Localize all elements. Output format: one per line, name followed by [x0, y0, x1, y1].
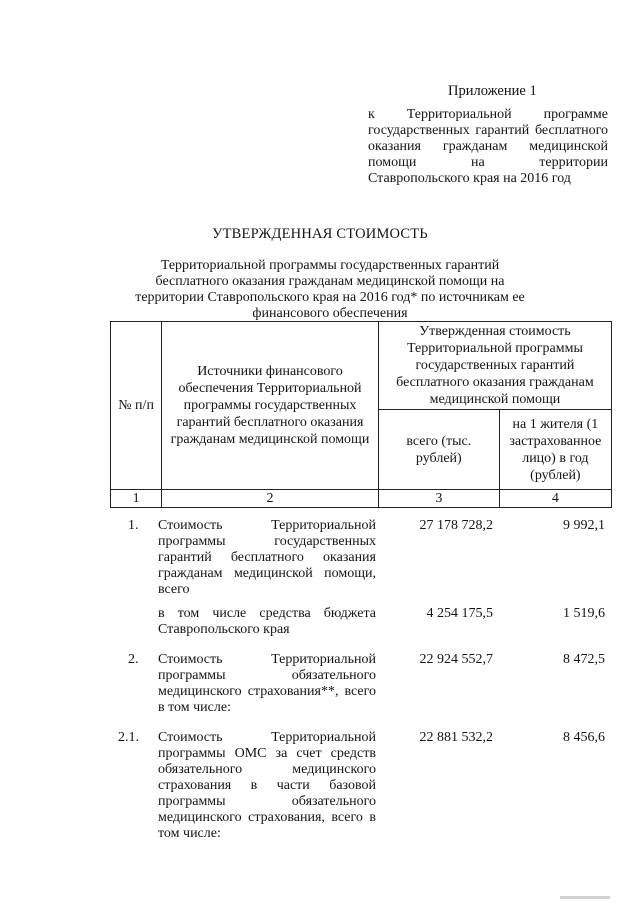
row-text: Стоимость Территориальной программы обязательного медицинского страхования**, всего в том числе: — [158, 652, 376, 715]
column-number-4: 4 — [499, 490, 611, 508]
row-number: 2. — [128, 652, 139, 667]
row-per-capita: 1 519,6 — [563, 606, 605, 621]
row-total: 22 881 532,2 — [419, 730, 493, 745]
row-text: в том числе средства бюджета Ставропольского края — [158, 606, 376, 637]
header-source: Источники финансового обеспечения Территориальной программы государственных гарантий бесплатного оказания гражданам медицинской помощи — [162, 322, 379, 490]
header-approved-cost: Утвержденная стоимость Территориальной программы государственных гарантий бесплатного оказания гражданам медицинской помощи — [378, 322, 611, 410]
row-text: Стоимость Территориальной программы ОМС за счет средств обязательного медицинского страхования в части базовой программы обязательного медицинского страхования, всего в том числе: — [158, 730, 376, 841]
column-number-1: 1 — [111, 490, 162, 508]
row-per-capita: 8 472,5 — [563, 652, 605, 667]
row-per-capita: 8 456,6 — [563, 730, 605, 745]
header-total: всего (тыс. рублей) — [378, 410, 499, 490]
row-total: 4 254 175,5 — [426, 606, 493, 621]
scan-artifact — [560, 896, 610, 899]
column-number-2: 2 — [162, 490, 379, 508]
appendix-text: к Территориальной программе государственных гарантий бесплатного оказания гражданам медицинской помощи на территории Ставропольского края на 2016 год — [368, 107, 608, 186]
row-per-capita: 9 992,1 — [563, 518, 605, 533]
row-text: Стоимость Территориальной программы государственных гарантий бесплатного оказания гражданам медицинской помощи, всего — [158, 518, 376, 597]
document-subtitle: Территориальной программы государственных гарантий бесплатного оказания гражданам медицинской помощи на территории Ставропольского края на 2016 год* по источникам ее финансового обеспечения — [135, 258, 525, 321]
header-per-capita: на 1 жителя (1 застрахованное лицо) в год (рублей) — [499, 410, 611, 490]
row-total: 22 924 552,7 — [419, 652, 493, 667]
row-number: 1. — [128, 518, 139, 533]
row-total: 27 178 728,2 — [419, 518, 493, 533]
row-number: 2.1. — [118, 730, 139, 745]
cost-table-header — [110, 321, 612, 508]
column-number-3: 3 — [378, 490, 499, 508]
header-number: № п/п — [111, 322, 162, 490]
appendix-title: Приложение 1 — [448, 83, 537, 99]
document-title: УТВЕРЖДЕННАЯ СТОИМОСТЬ — [212, 226, 428, 242]
